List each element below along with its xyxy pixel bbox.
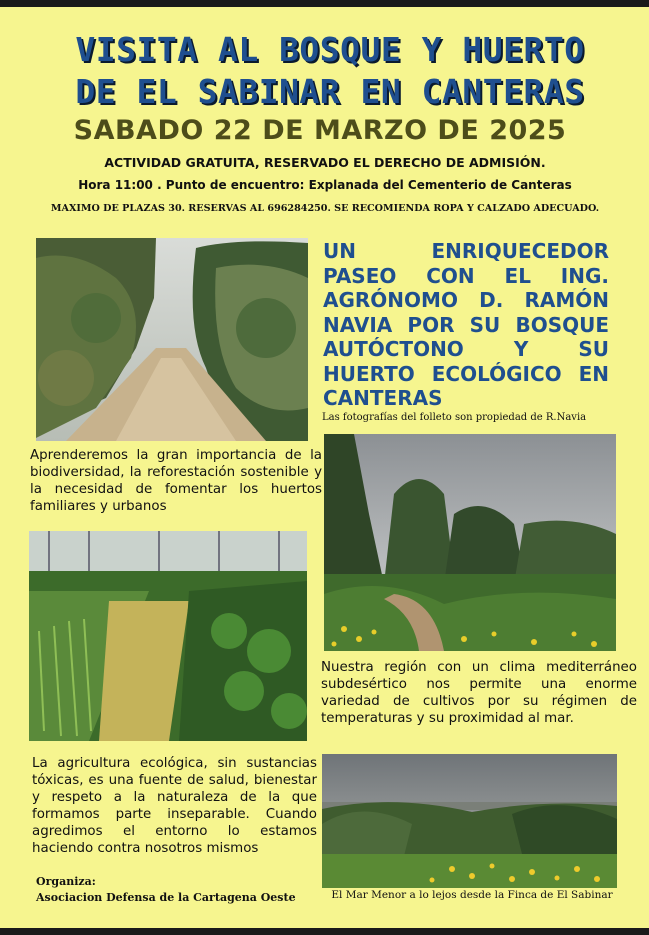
meeting-point: Hora 11:00 . Punto de encuentro: Explanada del Cementerio de Canteras xyxy=(78,178,572,192)
vegetable-garden-photo xyxy=(29,531,307,741)
event-date: SABADO 22 DE MARZO DE 2025 xyxy=(73,115,567,146)
headline: UN ENRIQUECEDOR PASEO CON EL ING. AGRÓNOMO D. RAMÓN NAVIA POR SU BOSQUE AUTÓCTONO Y SU HUERTO ECOLÓGICO EN CANTERAS xyxy=(323,239,609,410)
forest-path-photo xyxy=(36,238,308,441)
free-activity-notice: ACTIVIDAD GRATUITA, RESERVADO EL DERECHO DE ADMISIÓN. xyxy=(104,155,546,170)
flyer-title xyxy=(20,29,640,113)
climate-paragraph: Nuestra región con un clima mediterráneo subdesértico nos permite una enorme variedad de cultivos por su régimen de temperaturas y su proximidad al mar. xyxy=(321,660,637,726)
biodiversity-paragraph: Aprenderemos la gran importancia de la biodiversidad, la reforestación sostenible y la necesidad de fomentar los huertos familiares y urbanos xyxy=(30,448,322,514)
photo-credit: Las fotografías del folleto son propiedad de R.Navia xyxy=(322,412,587,423)
title-line-2: DE EL SABINAR EN CANTERAS xyxy=(75,72,585,111)
title-line-1: VISITA AL BOSQUE Y HUERTO xyxy=(75,30,585,69)
organizer-label: Organiza: xyxy=(36,875,96,888)
organic-farming-paragraph: La agricultura ecológica, sin sustancias tóxicas, es una fuente de salud, bienestar y respeto a la naturaleza de la que formamos parte inseparable. Cuando agredimos el entorno lo estamos haciendo contra nosotros mismos xyxy=(32,756,317,856)
native-forest-photo xyxy=(324,434,616,651)
max-places-notice: MAXIMO DE PLAZAS 30. RESERVAS AL 696284250. SE RECOMIENDA ROPA Y CALZADO ADECUADO. xyxy=(50,203,600,214)
organizer-name: Asociacion Defensa de la Cartagena Oeste xyxy=(36,891,296,904)
flyer-page xyxy=(0,7,649,928)
mar-menor-caption: El Mar Menor a lo lejos desde la Finca de El Sabinar xyxy=(331,889,613,901)
mar-menor-view-photo xyxy=(322,754,617,888)
